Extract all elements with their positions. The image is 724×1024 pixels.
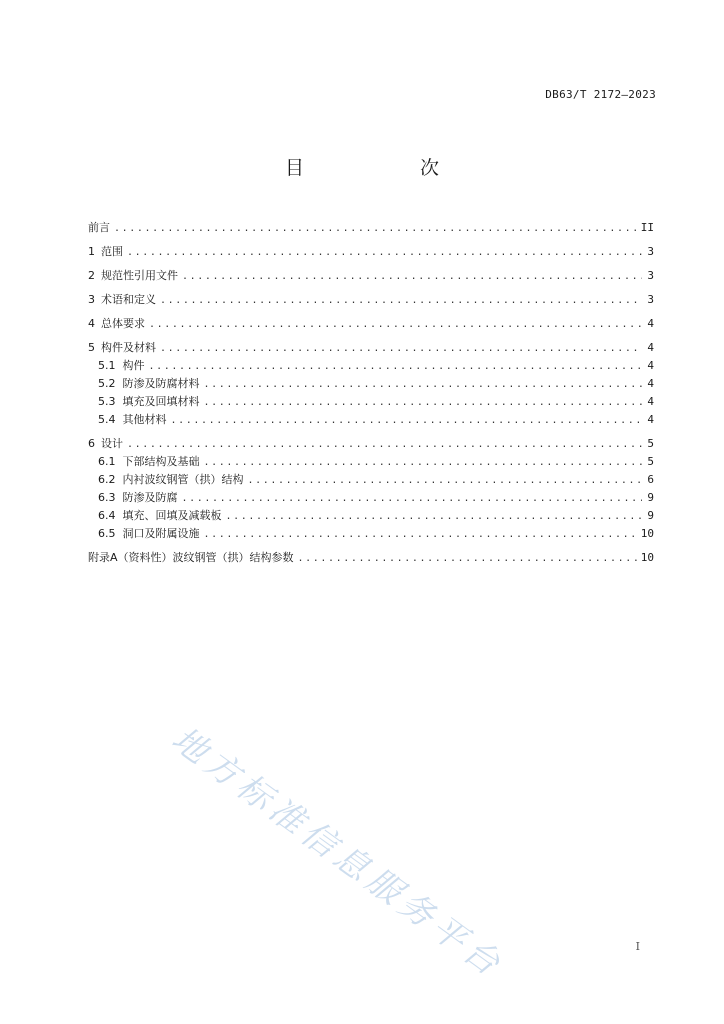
toc-entry-number: 6 — [88, 437, 95, 450]
toc-leader-dots — [182, 269, 642, 285]
toc-entry-page: 5 — [647, 437, 654, 450]
toc-leader-dots — [248, 473, 643, 489]
toc-leader-dots — [204, 527, 637, 543]
toc-entry-label: 设计 — [101, 437, 123, 450]
toc-entry-page: 3 — [647, 293, 654, 306]
toc-entry-number: 6.4 — [98, 509, 116, 522]
toc-entry-number: 6.1 — [98, 455, 116, 468]
toc-entry[interactable] — [88, 550, 654, 566]
toc-entry[interactable] — [98, 526, 654, 542]
toc-entry-number: 5.1 — [98, 359, 116, 372]
toc-entry-page: II — [640, 221, 654, 234]
toc-entry-page: 4 — [647, 377, 654, 390]
toc-entry-page: 4 — [647, 317, 654, 330]
toc-entry-number: 5.4 — [98, 413, 116, 426]
toc-entry-label: 总体要求 — [101, 317, 145, 330]
toc-entry-label: 内衬波纹钢管（拱）结构 — [122, 473, 244, 486]
toc-entry-number: 5 — [88, 341, 95, 354]
toc-entry[interactable] — [98, 376, 654, 392]
toc-entry[interactable] — [88, 244, 654, 260]
toc-entry-label: 范围 — [101, 245, 123, 258]
toc-entry-number: 5.3 — [98, 395, 116, 408]
page-title: 目 次 — [284, 157, 465, 179]
toc-entry[interactable] — [88, 220, 654, 236]
toc-entry-label: 填充、回填及减载板 — [122, 509, 222, 522]
toc-entry[interactable] — [98, 508, 654, 524]
toc-entry-page: 4 — [647, 359, 654, 372]
toc-entry[interactable] — [98, 358, 654, 374]
page-number: I — [635, 940, 640, 953]
toc-entry-page: 4 — [647, 413, 654, 426]
toc-entry-number: 4 — [88, 317, 95, 330]
watermark: 地方标准信息服务平台 — [164, 719, 512, 987]
toc-entry-label: 填充及回填材料 — [122, 395, 200, 408]
toc-entry-label: 防渗及防腐材料 — [122, 377, 200, 390]
toc-entry[interactable] — [88, 340, 654, 356]
toc-entry[interactable] — [88, 292, 654, 308]
toc-leader-dots — [204, 455, 643, 471]
toc-leader-dots — [114, 221, 637, 237]
toc-entry-page: 10 — [640, 551, 654, 564]
document-code: DB63/T 2172—2023 — [545, 88, 656, 101]
toc-entry-label: 洞口及附属设施 — [122, 527, 200, 540]
toc-entry-number: 6.2 — [98, 473, 116, 486]
toc-entry[interactable] — [88, 268, 654, 284]
toc-leader-dots — [226, 509, 643, 525]
toc-entry-page: 3 — [647, 245, 654, 258]
toc-leader-dots — [160, 293, 642, 309]
toc-entry-page: 9 — [647, 509, 654, 522]
toc-entry[interactable] — [98, 394, 654, 410]
toc-entry-number: 5.2 — [98, 377, 116, 390]
toc-entry-number: 2 — [88, 269, 95, 282]
toc-entry-page: 4 — [647, 341, 654, 354]
toc-entry[interactable] — [88, 316, 654, 332]
toc-entry-page: 9 — [647, 491, 654, 504]
toc-entry-page: 3 — [647, 269, 654, 282]
toc-entry-label: 防渗及防腐 — [122, 491, 178, 504]
toc-entry-label: 构件及材料 — [101, 341, 156, 354]
toc-entry-number: 1 — [88, 245, 95, 258]
toc-entry[interactable] — [98, 490, 654, 506]
toc-leader-dots — [160, 341, 642, 357]
toc-leader-dots — [204, 395, 643, 411]
toc-entry[interactable] — [88, 436, 654, 452]
toc-entry[interactable] — [98, 472, 654, 488]
toc-entry-number: 6.3 — [98, 491, 116, 504]
toc-entry-label: 构件 — [122, 359, 145, 372]
toc-entry[interactable] — [98, 454, 654, 470]
toc-leader-dots — [149, 359, 643, 375]
toc-leader-dots — [204, 377, 643, 393]
toc-entry-number: 6.5 — [98, 527, 116, 540]
toc-entry-page: 10 — [640, 527, 654, 540]
toc-entry-page: 6 — [647, 473, 654, 486]
toc-entry-label: 规范性引用文件 — [101, 269, 178, 282]
toc-entry[interactable] — [98, 412, 654, 428]
toc-entry-label: 术语和定义 — [101, 293, 156, 306]
toc-leader-dots — [127, 245, 642, 261]
toc-entry-label: 其他材料 — [122, 413, 167, 426]
toc-entry-number: 3 — [88, 293, 95, 306]
toc-entry-page: 5 — [647, 455, 654, 468]
toc-entry-page: 4 — [647, 395, 654, 408]
toc-entry-label: 下部结构及基础 — [122, 455, 200, 468]
toc-leader-dots — [127, 437, 642, 453]
toc-leader-dots — [182, 491, 643, 507]
toc-entry-label: 附录A（资料性）波纹钢管（拱）结构参数 — [88, 551, 294, 564]
toc-leader-dots — [149, 317, 642, 333]
toc-leader-dots — [171, 413, 643, 429]
toc-entry-label: 前言 — [88, 221, 110, 234]
toc-leader-dots — [298, 551, 637, 567]
